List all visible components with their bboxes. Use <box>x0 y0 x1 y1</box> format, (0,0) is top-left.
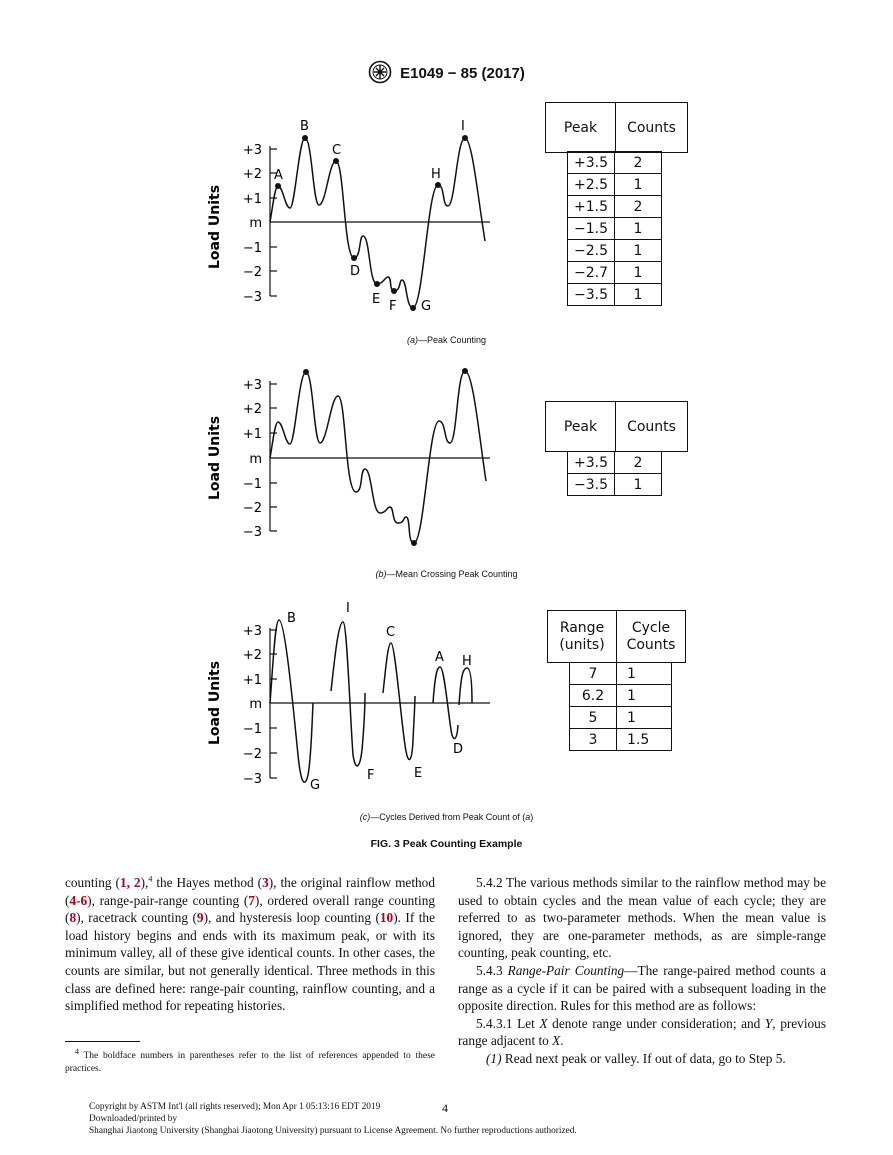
table-cell: 2 <box>615 452 662 474</box>
point-label: I <box>346 601 350 616</box>
cycle-curve-c-e <box>383 643 415 760</box>
reference-link[interactable]: 1, 2 <box>119 875 141 890</box>
table-cell: +3.5 <box>568 452 615 474</box>
reference-link[interactable]: 4-6 <box>69 892 88 908</box>
chart-panel-c <box>195 595 505 800</box>
point-label: G <box>421 299 432 314</box>
table-cell: 1 <box>615 240 662 262</box>
paragraph-methods: counting (1, 2),$^4$ the Hayes method (3), the original rainflow method (4-6), range-pair-range counting (7), ordered overall range counting (8), racetrack counting (9), and hysteresis loop counting (10). If the load history begins and ends with its maximum peak, or with its minimum valley, all of these give identical counts. In other cases, the counts are similar, but not generally identical. Three methods in this class are defined here: range-pair counting, rainflow counting, and a simplified method for repeating histories. <box>65 874 435 1014</box>
point-label: D <box>350 264 361 279</box>
y-axis-label: Load Units <box>207 415 223 501</box>
y-axis-label: Load Units <box>207 184 223 270</box>
tick-label: +2 <box>242 402 262 417</box>
tick-label: −3 <box>242 525 262 540</box>
point-label: H <box>431 167 441 182</box>
license-line: Shanghai Jiaotong University (Shanghai Jiaotong University) pursuant to License Agreement. No further reproductions authorized. <box>89 1126 577 1136</box>
point-label: F <box>389 299 397 314</box>
table-cell: 1.5 <box>617 729 672 751</box>
figure-title: FIG. 3 Peak Counting Example <box>370 838 523 850</box>
document-header <box>0 60 893 84</box>
cycle-curve-h <box>459 668 472 705</box>
point-label: C <box>386 625 396 640</box>
table-cell: 1 <box>617 685 672 707</box>
tick-label: −2 <box>242 747 262 762</box>
table-header: Peak <box>546 103 616 153</box>
tick-label: −1 <box>242 722 262 737</box>
tick-label: m <box>249 697 262 712</box>
tick-label: +3 <box>242 143 262 158</box>
step-1: (1) Read next peak or valley. If out of data, go to Step 5. <box>486 1050 786 1066</box>
table-cell: 2 <box>615 152 662 174</box>
table-cell: −1.5 <box>568 218 615 240</box>
table-cell: 6.2 <box>570 685 617 707</box>
right-column <box>458 874 826 1068</box>
tick-label: −1 <box>242 477 262 492</box>
table-cell: +3.5 <box>568 152 615 174</box>
tick-label: −3 <box>242 772 262 787</box>
tick-label: +1 <box>242 192 262 207</box>
table-cell: 1 <box>617 663 672 685</box>
tick-label: +3 <box>242 378 262 393</box>
table-header: Peak <box>546 402 616 452</box>
table-cell: 1 <box>615 284 662 306</box>
table-cell: +2.5 <box>568 174 615 196</box>
tick-label: m <box>249 452 262 467</box>
reference-link[interactable]: 3 <box>262 875 269 890</box>
table-cell: +1.5 <box>568 196 615 218</box>
cycle-curve-b-g <box>270 620 313 782</box>
copyright-line: Copyright by ASTM Int'l (all rights reserved); Mon Apr 1 05:13:16 EDT 2019 <box>89 1102 381 1112</box>
tick-label: −1 <box>242 241 262 256</box>
table-header: Counts <box>616 402 688 452</box>
standard-designation: E1049 − 85 (2017) <box>400 65 525 82</box>
point-label: E <box>372 292 381 307</box>
point-label: F <box>367 768 375 783</box>
panel-b-caption: (b)—Mean Crossing Peak Counting <box>375 569 518 579</box>
point-label: B <box>287 611 296 626</box>
panel-a-caption: (a)—Peak Counting <box>406 335 487 345</box>
cycle-curve-i-f <box>331 622 365 766</box>
reference-link[interactable]: 9 <box>196 910 204 926</box>
left-column <box>65 874 435 1015</box>
footnote-marker[interactable]: 4 <box>148 874 153 884</box>
table-cell: 2 <box>615 196 662 218</box>
point-label: G <box>310 778 321 793</box>
load-history-curve <box>270 371 486 543</box>
table-cell: 1 <box>615 174 662 196</box>
page-number: 4 <box>442 1101 448 1115</box>
point-label: D <box>453 742 464 757</box>
tick-label: −2 <box>242 265 262 280</box>
tick-label: +2 <box>242 648 262 663</box>
chart-panel-b <box>195 345 505 560</box>
table-header: Counts <box>616 103 688 153</box>
table-cell: 5 <box>570 707 617 729</box>
table-cell: −2.7 <box>568 262 615 284</box>
table-header: Range (units) <box>548 611 617 663</box>
table-cell: 1 <box>615 474 662 496</box>
point-label: C <box>332 143 342 158</box>
tick-label: −2 <box>242 501 262 516</box>
download-line: Downloaded/printed by <box>89 1114 178 1124</box>
table-cell: −3.5 <box>568 474 615 496</box>
table-cell: 1 <box>615 218 662 240</box>
point-label: E <box>414 766 423 781</box>
tick-label: −3 <box>242 290 262 305</box>
tick-label: +3 <box>242 624 262 639</box>
footnote-rule <box>65 1041 140 1042</box>
peak-count-table-b-rows <box>567 451 662 496</box>
table-header: Cycle Counts <box>617 611 686 663</box>
peak-count-table-a-rows <box>567 151 662 306</box>
point-label: A <box>274 168 283 183</box>
y-axis-label: Load Units <box>207 660 223 746</box>
tick-label: m <box>249 216 262 231</box>
panel-c-caption: (c)—Cycles Derived from Peak Count of (a) <box>359 812 534 822</box>
table-cell: −2.5 <box>568 240 615 262</box>
reference-link[interactable]: 10 <box>379 910 394 926</box>
tick-label: +1 <box>242 427 262 442</box>
paragraph-5-4-3: 5.4.3 Range-Pair Counting—The range-paired method counts a range as a cycle if it can be paired with a subsequent loading in the opposite direction. Rules for this method are as follows: <box>458 962 826 1014</box>
footnote: $^4$ The boldface numbers in parentheses refer to the list of references appended to these practices. <box>65 1046 435 1074</box>
astm-logo-icon <box>368 60 392 84</box>
point-label: B <box>300 119 309 134</box>
peak-count-table-a <box>545 102 688 153</box>
tick-label: +2 <box>242 167 262 182</box>
paragraph-5-4-2: 5.4.2 The various methods similar to the rainflow method may be used to obtain cycles and the mean value of each cycle; they are referred to as two-parameter methods. When the mean value is ignored, they are one-parameter methods, as are simple-range counting, peak counting, etc. <box>458 875 826 961</box>
reference-link[interactable]: 8 <box>69 910 77 926</box>
cycle-count-table-c-rows <box>569 662 672 751</box>
table-cell: −3.5 <box>568 284 615 306</box>
peak-count-table-b <box>545 401 688 452</box>
point-label: A <box>435 650 444 665</box>
chart-panel-a <box>195 110 505 320</box>
point-label: H <box>462 654 472 669</box>
table-cell: 3 <box>570 729 617 751</box>
cycle-count-table-c <box>547 610 686 663</box>
table-cell: 1 <box>617 707 672 729</box>
tick-label: +1 <box>242 673 262 688</box>
point-label: I <box>461 119 465 134</box>
paragraph-5-4-3-1: 5.4.3.1 Let X denote range under consideration; and Y, previous range adjacent to X. <box>458 1015 826 1049</box>
table-cell: 7 <box>570 663 617 685</box>
reference-link[interactable]: 7 <box>248 892 255 908</box>
table-cell: 1 <box>615 262 662 284</box>
